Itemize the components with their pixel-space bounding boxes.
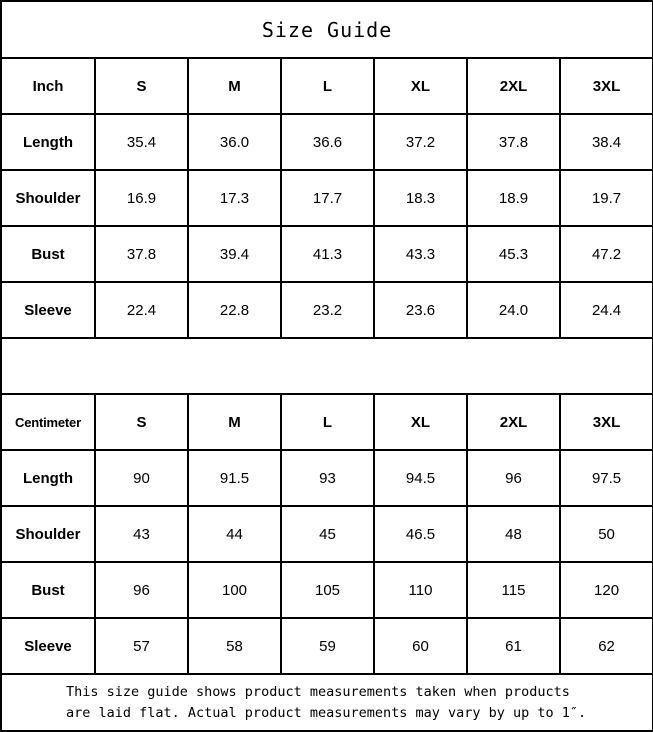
measurement-value: 17.3 — [188, 170, 281, 226]
measurement-value: 120 — [560, 562, 653, 618]
measurement-value: 58 — [188, 618, 281, 674]
measurement-value: 22.4 — [95, 282, 188, 338]
measurement-value: 96 — [467, 450, 560, 506]
note-line-2: are laid flat. Actual product measurements may vary by up to 1″. — [66, 704, 587, 721]
measurement-value: 18.9 — [467, 170, 560, 226]
measurement-value: 90 — [95, 450, 188, 506]
measurement-value: 94.5 — [374, 450, 467, 506]
column-header-3xl: 3XL — [560, 394, 653, 450]
measurement-value: 60 — [374, 618, 467, 674]
measurement-value: 35.4 — [95, 114, 188, 170]
measurement-value: 24.0 — [467, 282, 560, 338]
measurement-value: 36.6 — [281, 114, 374, 170]
table-row-cm-sleeve — [1, 618, 653, 674]
note-row — [1, 674, 653, 731]
measurement-value: 44 — [188, 506, 281, 562]
row-label-sleeve: Sleeve — [1, 282, 95, 338]
table-row-cm-shoulder — [1, 506, 653, 562]
column-header-3xl: 3XL — [560, 58, 653, 114]
measurement-value: 46.5 — [374, 506, 467, 562]
measurement-value: 24.4 — [560, 282, 653, 338]
measurement-value: 47.2 — [560, 226, 653, 282]
row-label-bust: Bust — [1, 226, 95, 282]
measurement-value: 43 — [95, 506, 188, 562]
column-header-centimeter: Centimeter — [1, 394, 95, 450]
column-header-m: M — [188, 394, 281, 450]
measurement-value: 39.4 — [188, 226, 281, 282]
row-label-shoulder: Shoulder — [1, 506, 95, 562]
measurement-value: 91.5 — [188, 450, 281, 506]
measurement-value: 93 — [281, 450, 374, 506]
title-row — [1, 1, 653, 58]
column-header-m: M — [188, 58, 281, 114]
row-label-bust: Bust — [1, 562, 95, 618]
measurement-value: 37.2 — [374, 114, 467, 170]
measurement-value: 37.8 — [95, 226, 188, 282]
measurement-value: 37.8 — [467, 114, 560, 170]
inch-header-row — [1, 58, 653, 114]
table-row-inch-bust — [1, 226, 653, 282]
column-header-2xl: 2XL — [467, 58, 560, 114]
measurement-value: 61 — [467, 618, 560, 674]
measurement-value: 23.6 — [374, 282, 467, 338]
measurement-value: 45 — [281, 506, 374, 562]
measurement-value: 43.3 — [374, 226, 467, 282]
row-label-sleeve: Sleeve — [1, 618, 95, 674]
table-row-inch-shoulder — [1, 170, 653, 226]
measurement-value: 59 — [281, 618, 374, 674]
spacer-row — [1, 338, 653, 394]
table-row-inch-sleeve — [1, 282, 653, 338]
row-label-length: Length — [1, 450, 95, 506]
size-guide-title: Size Guide — [1, 1, 653, 58]
column-header-xl: XL — [374, 58, 467, 114]
column-header-2xl: 2XL — [467, 394, 560, 450]
cm-header-row — [1, 394, 653, 450]
measurement-value: 96 — [95, 562, 188, 618]
note-cell — [1, 674, 653, 731]
measurement-value: 110 — [374, 562, 467, 618]
note-line-1: This size guide shows product measurements taken when products — [66, 683, 570, 700]
measurement-value: 22.8 — [188, 282, 281, 338]
table-row-inch-length — [1, 114, 653, 170]
measurement-value: 41.3 — [281, 226, 374, 282]
measurement-value: 97.5 — [560, 450, 653, 506]
measurement-value: 100 — [188, 562, 281, 618]
column-header-inch: Inch — [1, 58, 95, 114]
row-label-shoulder: Shoulder — [1, 170, 95, 226]
measurement-value: 50 — [560, 506, 653, 562]
measurement-value: 45.3 — [467, 226, 560, 282]
measurement-value: 17.7 — [281, 170, 374, 226]
spacer-cell — [1, 338, 653, 394]
measurement-value: 105 — [281, 562, 374, 618]
measurement-value: 36.0 — [188, 114, 281, 170]
measurement-value: 38.4 — [560, 114, 653, 170]
measurement-value: 18.3 — [374, 170, 467, 226]
measurement-value: 115 — [467, 562, 560, 618]
column-header-s: S — [95, 394, 188, 450]
row-label-length: Length — [1, 114, 95, 170]
measurement-value: 57 — [95, 618, 188, 674]
table-row-cm-bust — [1, 562, 653, 618]
measurement-value: 16.9 — [95, 170, 188, 226]
measurement-value: 48 — [467, 506, 560, 562]
measurement-value: 19.7 — [560, 170, 653, 226]
measurement-value: 62 — [560, 618, 653, 674]
measurement-value: 23.2 — [281, 282, 374, 338]
column-header-xl: XL — [374, 394, 467, 450]
column-header-l: L — [281, 394, 374, 450]
table-row-cm-length — [1, 450, 653, 506]
column-header-s: S — [95, 58, 188, 114]
column-header-l: L — [281, 58, 374, 114]
